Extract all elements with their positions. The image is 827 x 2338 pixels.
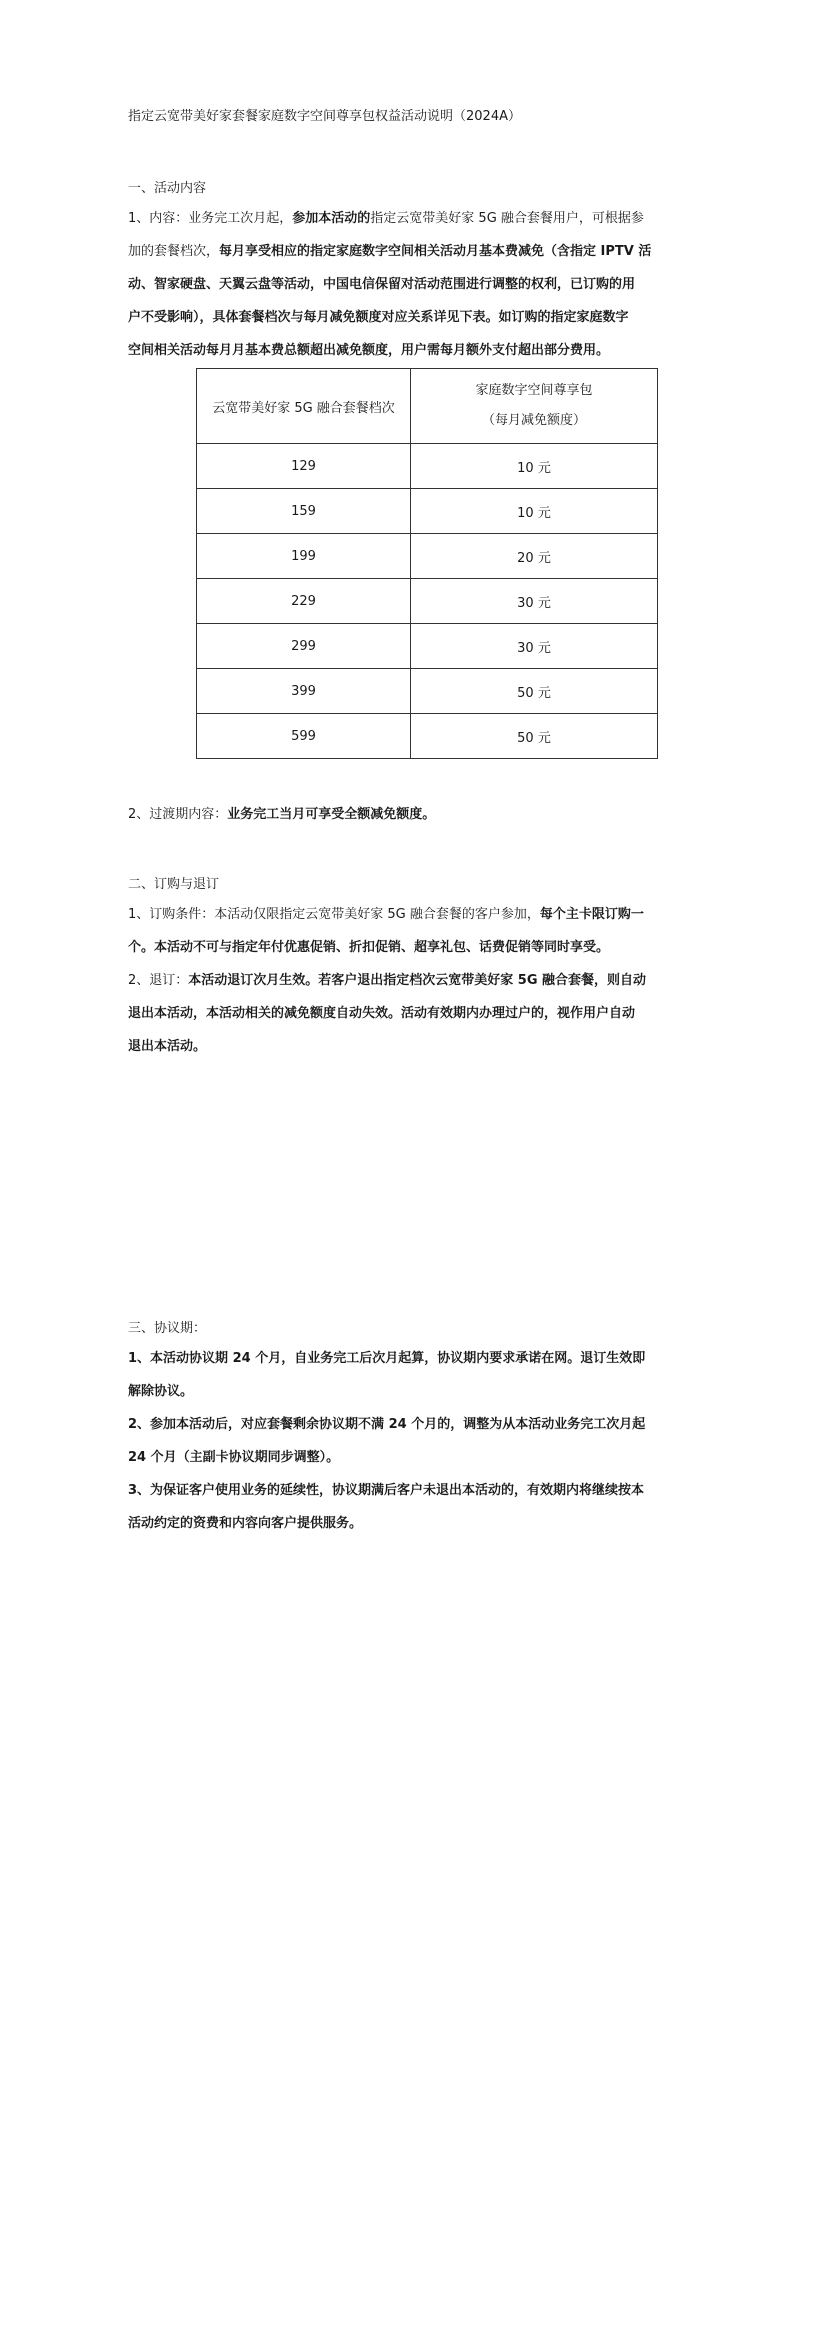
section-3-heading: 三、协议期：	[128, 1321, 207, 1336]
section-2-item-2-line-1	[128, 964, 718, 997]
section-1-item-2	[128, 798, 718, 831]
table-row	[197, 624, 658, 669]
tier-cell: 159	[197, 489, 411, 534]
text-fragment: 指定云宽带美好家 5G 融合套餐用户，可根据参	[370, 211, 644, 226]
table-row	[197, 489, 658, 534]
section-2-item-2-line-2: 退出本活动，本活动相关的减免额度自动失效。活动有效期内办理过户的，视作用户自动	[128, 1006, 636, 1021]
tier-cell: 399	[197, 669, 411, 714]
section-3-item-2-line-1: 2、参加本活动后，对应套餐剩余协议期不满 24 个月的，调整为从本活动业务完工次月起	[128, 1417, 646, 1432]
section-1-item-1-line-2	[128, 235, 718, 268]
fee-reduction-table	[196, 368, 658, 759]
table-row	[197, 669, 658, 714]
tier-cell: 299	[197, 624, 411, 669]
section-2-heading: 二、订购与退订	[128, 877, 220, 892]
text-fragment: 1、内容：业务完工次月起，	[128, 211, 293, 226]
amount-cell: 50 元	[411, 714, 658, 759]
section-3-item-3-line-2: 活动约定的资费和内容向客户提供服务。	[128, 1516, 363, 1531]
text-fragment-bold: 每个主卡限订购一	[539, 907, 644, 922]
text-fragment-bold: 每月享受相应的指定家庭数字空间相关活动月基本费减免（含指定 IPTV 活	[219, 244, 652, 259]
section-3-item-2-line-2: 24 个月（主副卡协议期同步调整）。	[128, 1450, 340, 1465]
section-3-item-1-line-1: 1、本活动协议期 24 个月，自业务完工后次月起算，协议期内要求承诺在网。退订生效即	[128, 1351, 646, 1366]
text-fragment-bold: 业务完工当月可享受全额减免额度。	[227, 807, 436, 822]
tier-cell: 599	[197, 714, 411, 759]
amount-cell: 30 元	[411, 624, 658, 669]
table-row	[197, 534, 658, 579]
section-1-item-1-line-4: 户不受影响），具体套餐档次与每月减免额度对应关系详见下表。如订购的指定家庭数字	[128, 310, 629, 325]
table-header-tier: 云宽带美好家 5G 融合套餐档次	[197, 369, 411, 444]
amount-cell: 30 元	[411, 579, 658, 624]
table-row	[197, 579, 658, 624]
header-line: 家庭数字空间尊享包	[475, 383, 593, 398]
amount-cell: 50 元	[411, 669, 658, 714]
text-fragment: 2、退订：	[128, 973, 189, 988]
section-1-item-1-line-1	[128, 202, 718, 235]
text-fragment: 2、过渡期内容：	[128, 807, 228, 822]
tier-cell: 199	[197, 534, 411, 579]
section-1-heading: 一、活动内容	[128, 181, 207, 196]
document-title: 指定云宽带美好家套餐家庭数字空间尊享包权益活动说明（2024A）	[128, 109, 521, 124]
table-header-row	[197, 369, 658, 444]
text-fragment: 加的套餐档次，	[128, 244, 220, 259]
section-1-item-1-line-5: 空间相关活动每月月基本费总额超出减免额度，用户需每月额外支付超出部分费用。	[128, 343, 610, 358]
table-row	[197, 444, 658, 489]
text-fragment-bold: 本活动退订次月生效。若客户退出指定档次云宽带美好家 5G 融合套餐，则自动	[188, 973, 647, 988]
tier-cell: 229	[197, 579, 411, 624]
section-2-item-1-line-1	[128, 898, 718, 931]
text-fragment: 1、订购条件：本活动仅限指定云宽带美好家 5G 融合套餐的客户参加，	[128, 907, 540, 922]
section-2-item-1-line-2: 个。本活动不可与指定年付优惠促销、折扣促销、超享礼包、话费促销等同时享受。	[128, 940, 610, 955]
section-2-item-2-line-3: 退出本活动。	[128, 1039, 207, 1054]
table-header-amount	[411, 369, 658, 444]
section-3-item-3-line-1: 3、为保证客户使用业务的延续性，协议期满后客户未退出本活动的，有效期内将继续按本	[128, 1483, 645, 1498]
header-line: （每月减免额度）	[481, 413, 586, 428]
table-row	[197, 714, 658, 759]
tier-cell: 129	[197, 444, 411, 489]
section-1-item-1-line-3: 动、智家硬盘、天翼云盘等活动，中国电信保留对活动范围进行调整的权利，已订购的用	[128, 277, 636, 292]
text-fragment-bold: 参加本活动的	[292, 211, 371, 226]
amount-cell: 10 元	[411, 444, 658, 489]
amount-cell: 10 元	[411, 489, 658, 534]
section-3-item-1-line-2: 解除协议。	[128, 1384, 194, 1399]
amount-cell: 20 元	[411, 534, 658, 579]
